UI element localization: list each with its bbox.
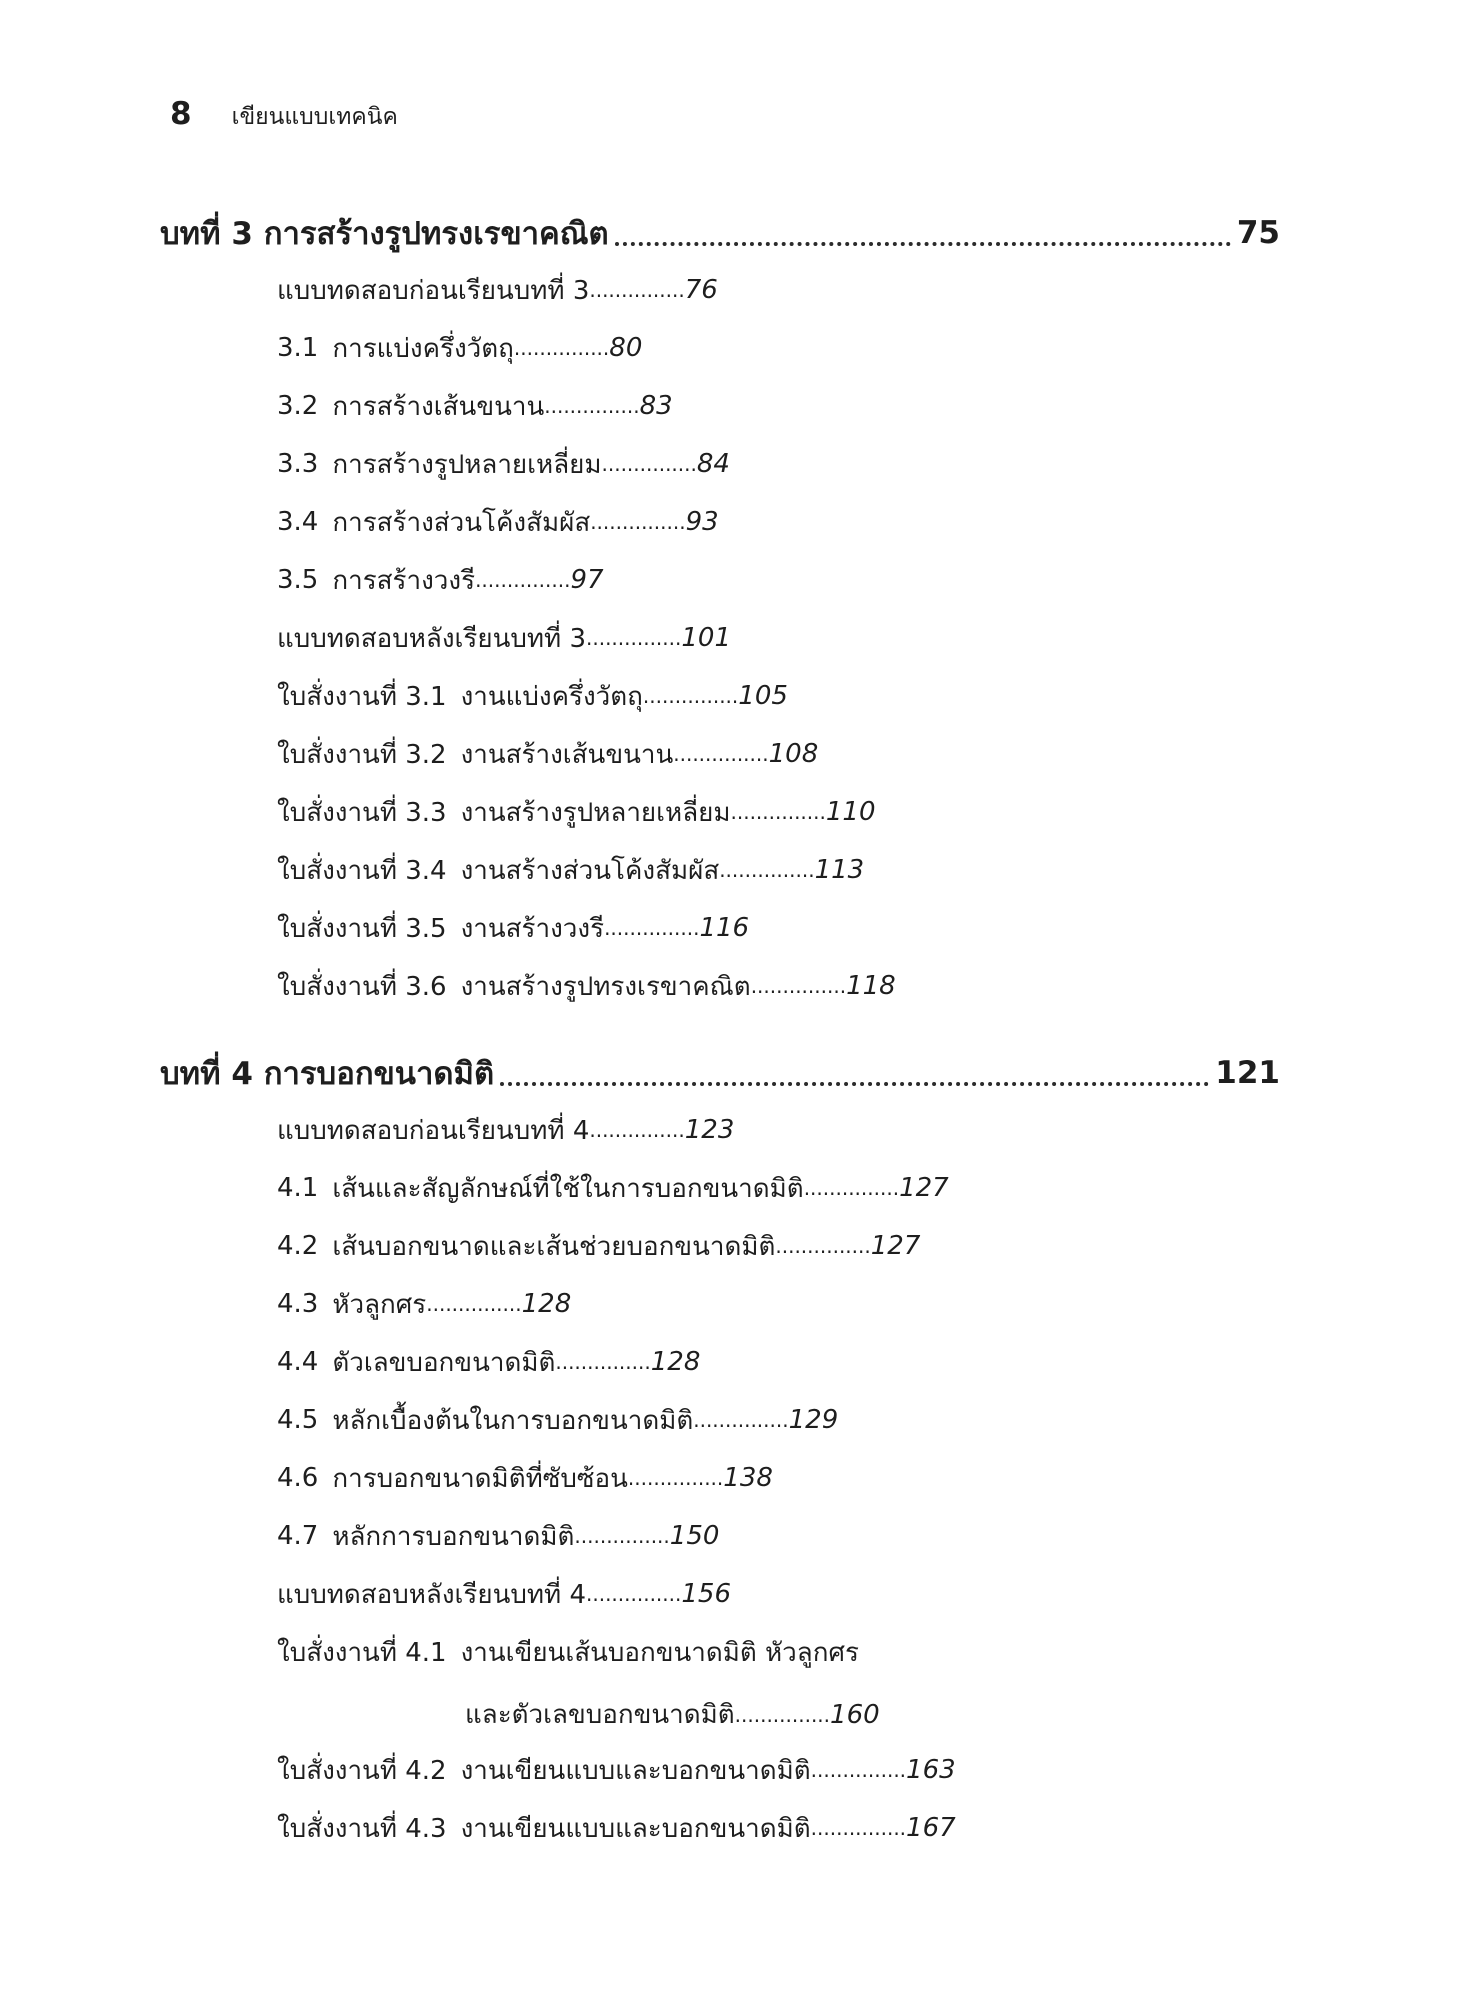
dot-leader: ...............: [586, 626, 682, 650]
entry-number: 4.1: [277, 1173, 319, 1203]
dot-leader: ...............: [589, 1118, 685, 1142]
entry-page: 80: [609, 333, 643, 363]
entry-page: 118: [846, 971, 896, 1001]
entry-label: งานสร้างรูปหลายเหลี่ยม: [460, 797, 731, 828]
entry-number: 3.4: [277, 507, 319, 537]
running-header: [170, 96, 398, 136]
entry-page: 138: [723, 1463, 773, 1493]
dot-leader: ...............: [719, 858, 815, 882]
entry-number: ใบสั่งงานที่ 4.2: [277, 1755, 447, 1786]
toc-entry[interactable]: [277, 850, 864, 890]
toc-entry[interactable]: [277, 1458, 773, 1498]
dot-leader: ...............: [604, 916, 700, 940]
dot-leader: ...............: [734, 1702, 831, 1727]
entry-label: งานสร้างเส้นขนาน: [460, 739, 674, 770]
toc-entry[interactable]: [277, 966, 896, 1006]
toc-entry[interactable]: [277, 676, 788, 716]
toc-entry[interactable]: [277, 328, 642, 368]
entry-number: 3.2: [277, 391, 319, 421]
entry-label: งานสร้างวงรี: [460, 913, 605, 944]
dot-leader: ...............: [810, 1758, 907, 1782]
toc-entry[interactable]: [277, 734, 818, 774]
entry-number: ใบสั่งงานที่ 3.2: [277, 739, 447, 770]
toc-entry[interactable]: [277, 1750, 956, 1790]
chapter-heading[interactable]: [160, 1048, 1280, 1098]
toc-entry[interactable]: [277, 792, 876, 832]
dot-leader: ...............: [426, 1292, 522, 1316]
toc-entry[interactable]: [277, 1168, 949, 1208]
dot-leader: [500, 1060, 1209, 1086]
entry-label: งานเขียนแบบและบอกขนาดมิติ: [460, 1755, 811, 1786]
entry-number: ใบสั่งงานที่ 4.3: [277, 1813, 447, 1844]
toc-entry[interactable]: [277, 1342, 700, 1382]
entry-label: แบบทดสอบหลังเรียนบทที่ 3: [277, 623, 586, 654]
dot-leader: ...............: [693, 1408, 789, 1432]
entry-page: 97: [570, 565, 604, 595]
entry-label: การสร้างส่วนโค้งสัมผัส: [332, 507, 591, 538]
toc-entry[interactable]: [277, 560, 604, 600]
entry-page: 108: [768, 739, 819, 769]
entry-page: 128: [650, 1347, 701, 1377]
chapter-title: บทที่ 4 การบอกขนาดมิติ: [160, 1056, 495, 1092]
entry-label: การแบ่งครึ่งวัตถุ: [332, 333, 514, 364]
toc-entry[interactable]: [277, 1808, 956, 1848]
entry-label: แบบทดสอบก่อนเรียนบทที่ 3: [277, 275, 590, 306]
dot-leader: ...............: [810, 1816, 907, 1840]
entry-page: 127: [870, 1231, 921, 1261]
entry-label: งานสร้างรูปทรงเรขาคณิต: [460, 971, 751, 1002]
toc-entry[interactable]: [277, 386, 673, 426]
entry-number: ใบสั่งงานที่ 4.1: [277, 1637, 447, 1668]
entry-number: ใบสั่งงานที่ 3.1: [277, 681, 447, 712]
dot-leader: ...............: [730, 800, 826, 824]
entry-number: 3.5: [277, 565, 319, 595]
entry-page: 127: [899, 1173, 949, 1203]
entry-number: 4.3: [277, 1289, 319, 1319]
dot-leader: ...............: [555, 1350, 651, 1374]
entry-label: หลักเบื้องต้นในการบอกขนาดมิติ: [332, 1405, 694, 1436]
entry-label: งานสร้างส่วนโค้งสัมผัส: [460, 855, 720, 886]
chapter-heading[interactable]: [160, 208, 1280, 258]
entry-page: 128: [521, 1289, 572, 1319]
entry-label: เส้นและสัญลักษณ์ที่ใช้ในการบอกขนาดมิติ: [332, 1173, 804, 1204]
dot-leader: ...............: [513, 336, 610, 360]
entry-number: 4.2: [277, 1231, 319, 1261]
entry-number: 3.1: [277, 333, 319, 363]
entry-page: 163: [906, 1755, 956, 1785]
book-title: เขียนแบบเทคนิค: [231, 104, 398, 130]
entry-continuation: [465, 1694, 880, 1735]
entry-label-continued: และตัวเลขบอกขนาดมิติ: [465, 1700, 735, 1730]
dot-leader: ...............: [627, 1466, 724, 1490]
entry-label: หัวลูกศร: [332, 1289, 427, 1320]
toc-entry[interactable]: [277, 1574, 731, 1614]
entry-page: 83: [639, 391, 673, 421]
toc-entry[interactable]: [277, 1632, 880, 1730]
entry-label: เส้นบอกขนาดและเส้นช่วยบอกขนาดมิติ: [332, 1231, 776, 1262]
entry-label: งานแบ่งครึ่งวัตถุ: [460, 681, 643, 712]
toc-entry[interactable]: [277, 1226, 920, 1266]
entry-number: ใบสั่งงานที่ 3.6: [277, 971, 447, 1002]
entry-label: การสร้างรูปหลายเหลี่ยม: [332, 449, 602, 480]
toc-entry[interactable]: [277, 908, 749, 948]
entry-label: งานเขียนเส้นบอกขนาดมิติ หัวลูกศร: [460, 1637, 859, 1668]
dot-leader: ...............: [775, 1234, 871, 1258]
chapter-page: 121: [1215, 1055, 1280, 1091]
entry-page: 167: [906, 1813, 956, 1843]
dot-leader: ...............: [642, 684, 739, 708]
dot-leader: ...............: [803, 1176, 900, 1200]
dot-leader: ...............: [475, 568, 571, 592]
entry-label: การสร้างเส้นขนาน: [332, 391, 545, 422]
entry-label: หลักการบอกขนาดมิติ: [332, 1521, 575, 1552]
entry-number: 4.6: [277, 1463, 319, 1493]
entry-page: 105: [738, 681, 788, 711]
toc-entry[interactable]: [277, 1400, 838, 1440]
dot-leader: ...............: [673, 742, 769, 766]
entry-page: 160: [830, 1699, 880, 1730]
toc-entry[interactable]: [277, 270, 718, 310]
toc-entry[interactable]: [277, 1516, 719, 1556]
dot-leader: ...............: [586, 1582, 682, 1606]
entry-number: ใบสั่งงานที่ 3.5: [277, 913, 447, 944]
toc-entry[interactable]: [277, 1284, 571, 1324]
dot-leader: ...............: [574, 1524, 670, 1548]
entry-label: แบบทดสอบก่อนเรียนบทที่ 4: [277, 1115, 590, 1146]
entry-number: ใบสั่งงานที่ 3.3: [277, 797, 447, 828]
chapter-page: 75: [1236, 215, 1280, 251]
entry-number: 4.5: [277, 1405, 319, 1435]
entry-number: ใบสั่งงานที่ 3.4: [277, 855, 447, 886]
chapter-title: บทที่ 3 การสร้างรูปทรงเรขาคณิต: [160, 216, 609, 252]
entry-label: แบบทดสอบหลังเรียนบทที่ 4: [277, 1579, 586, 1610]
entry-page: 113: [814, 855, 865, 885]
entry-label: การบอกขนาดมิติที่ซับซ้อน: [332, 1463, 628, 1494]
dot-leader: ...............: [750, 974, 847, 998]
dot-leader: ...............: [589, 278, 685, 302]
entry-number: 3.3: [277, 449, 319, 479]
entry-page: 116: [699, 913, 750, 943]
entry-number: 4.4: [277, 1347, 319, 1377]
dot-leader: ...............: [601, 452, 697, 476]
toc-entry[interactable]: [277, 618, 731, 658]
entry-page: 76: [684, 275, 718, 305]
toc-entry[interactable]: [277, 1110, 734, 1150]
entry-page: 84: [696, 449, 730, 479]
entry-page: 110: [825, 797, 876, 827]
dot-leader: ...............: [544, 394, 640, 418]
entry-page: 123: [684, 1115, 735, 1145]
entry-page: 93: [685, 507, 719, 537]
entry-page: 101: [681, 623, 732, 653]
dot-leader: ...............: [590, 510, 686, 534]
toc-entry[interactable]: [277, 502, 719, 542]
entry-label: งานเขียนแบบและบอกขนาดมิติ: [460, 1813, 811, 1844]
entry-label: การสร้างวงรี: [332, 565, 476, 596]
entry-label: ตัวเลขบอกขนาดมิติ: [332, 1347, 556, 1378]
entry-page: 156: [681, 1579, 732, 1609]
entry-page: 129: [788, 1405, 839, 1435]
entry-number: 4.7: [277, 1521, 319, 1551]
entry-page: 150: [669, 1521, 720, 1551]
toc-entry[interactable]: [277, 444, 730, 484]
page-number: 8: [170, 96, 192, 132]
dot-leader: [615, 220, 1231, 246]
